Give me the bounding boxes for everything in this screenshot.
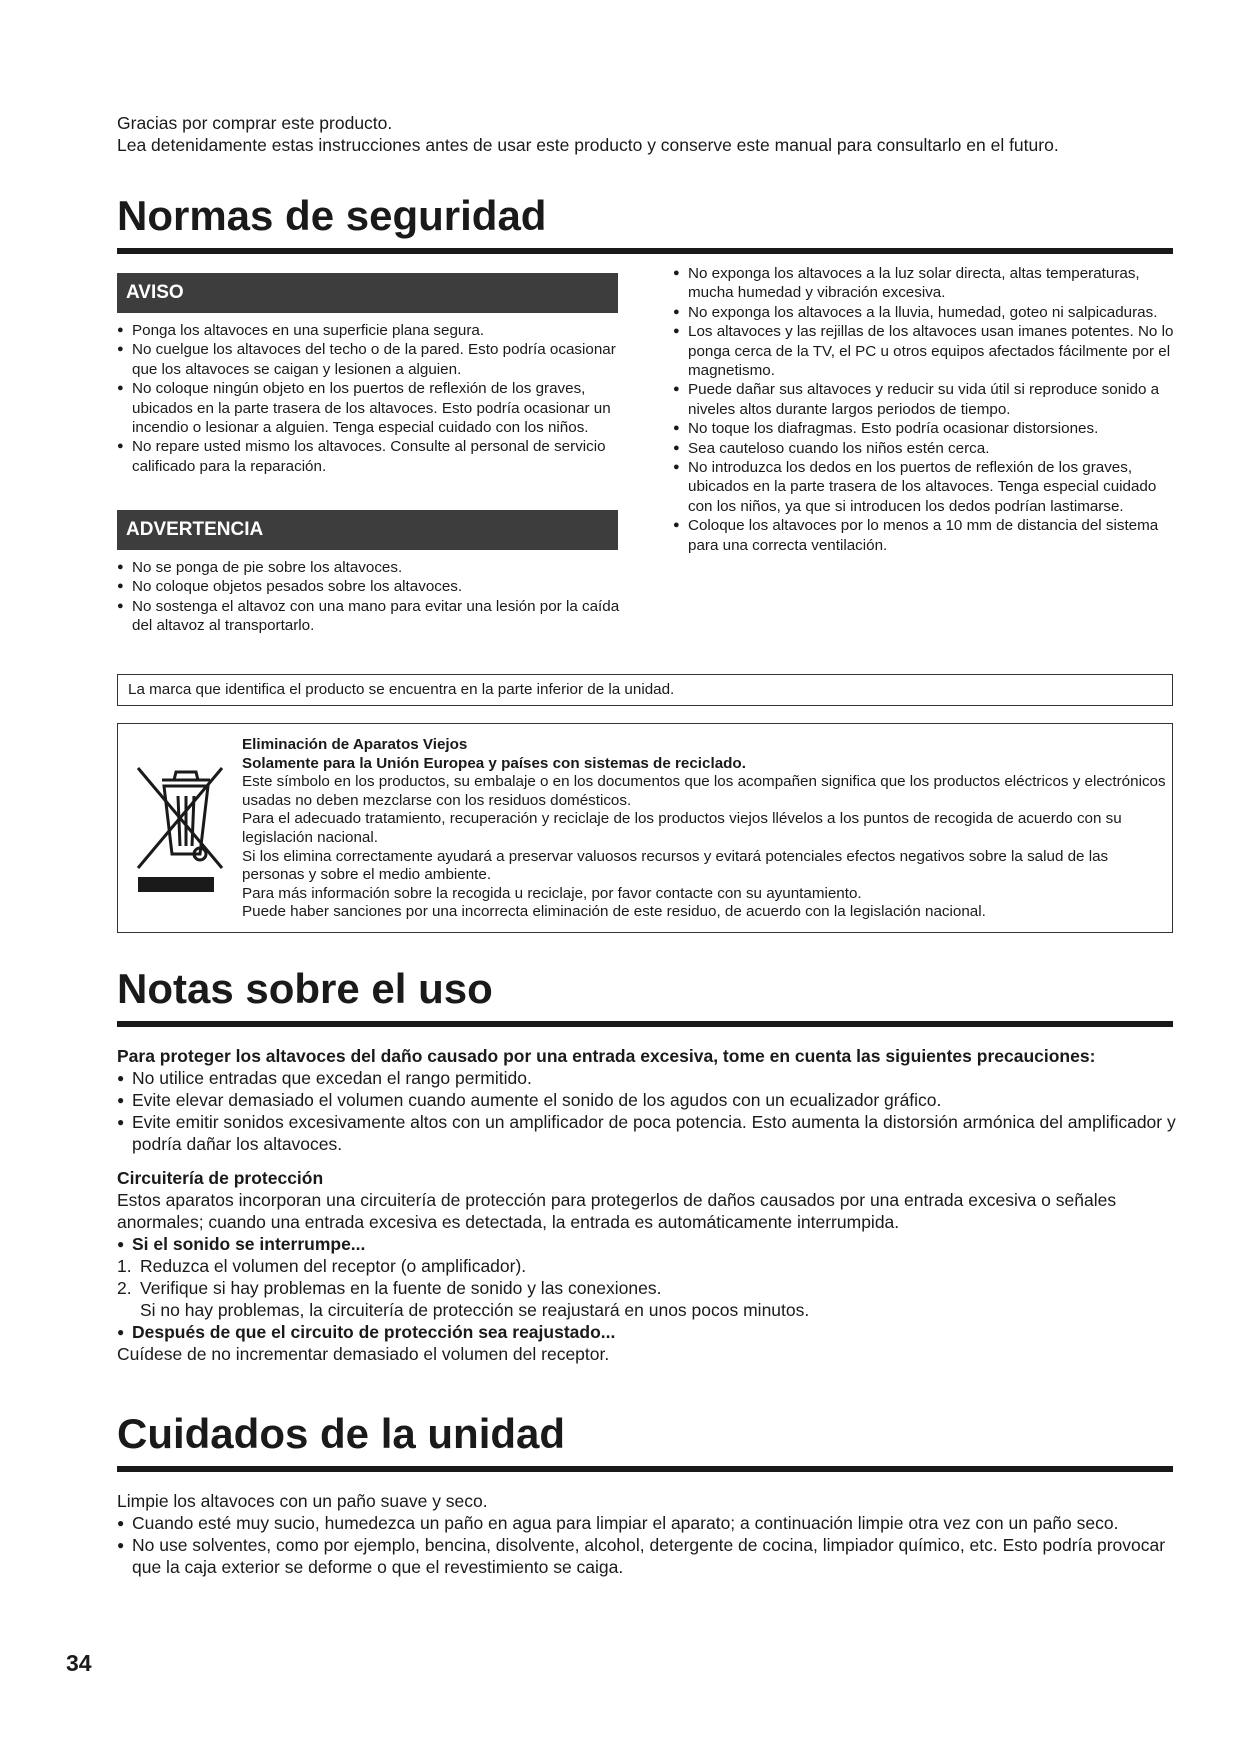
usage-rule: [117, 1021, 1173, 1027]
list-item: ● Cuando esté muy sucio, humedezca un paño en agua para limpiar el aparato; a continuación limpie otra vez con un paño seco.: [117, 1512, 1177, 1534]
disposal-paragraph: Para más información sobre la recogida u reciclaje, por favor contacte con su ayuntamiento.: [242, 884, 862, 902]
list-item: ● No cuelgue los altavoces del techo o de la pared. Esto podría ocasionar que los altavoces se caigan y lesionen a alguien.: [117, 340, 622, 379]
list-item: ● Evite emitir sonidos excesivamente altos con un amplificador de poca potencia. Esto aumenta la distorsión armónica del amplificador y podría dañar los altavoces.: [117, 1111, 1177, 1155]
disposal-subtitle: Solamente para la Unión Europea y países con sistemas de reciclado.: [242, 754, 746, 772]
aviso-list: [117, 321, 622, 476]
disposal-paragraph: Para el adecuado tratamiento, recuperación y reciclaje de los productos viejos llévelos a los puntos de recogida de acuerdo con su legislación nacional.: [242, 810, 1122, 846]
safety-right-list: [673, 264, 1178, 555]
list-item: ● Sea cauteloso cuando los niños estén cerca.: [673, 439, 1178, 458]
disposal-box: [117, 723, 1173, 933]
step-extra: Si no hay problemas, la circuitería de protección se reajustará en unos pocos minutos.: [140, 1300, 810, 1320]
advertencia-header: ADVERTENCIA: [117, 510, 618, 550]
mark-note-box: [117, 674, 1173, 706]
step-text: Verifique si hay problemas en la fuente de sonido y las conexiones.: [140, 1278, 662, 1298]
list-item: ● Evite elevar demasiado el volumen cuando aumente el sonido de los agudos con un ecualizador gráfico.: [117, 1089, 1177, 1111]
protection-text: Estos aparatos incorporan una circuitería de protección para protegerlos de daños causados por una entrada excesiva o señales anormales; cuando una entrada excesiva es detectada, la entrada es automáticamente interrumpida.: [117, 1190, 1117, 1232]
usage-title: Notas sobre el uso: [117, 965, 493, 1012]
crossed-out-wheelie-bin-icon: [130, 762, 230, 892]
list-item: ● No coloque ningún objeto en los puertos de reflexión de los graves, ubicados en la parte trasera de los altavoces. Esto podría ocasionar un incendio o lesionar a alguien. Tenga especial cuidado con los niños.: [117, 379, 622, 437]
intro-line-1: Gracias por comprar este producto.: [117, 113, 393, 133]
list-item: [117, 1255, 1177, 1277]
usage-list: [117, 1067, 1177, 1155]
step-text: Reduzca el volumen del receptor (o amplificador).: [140, 1256, 527, 1276]
care-list: [117, 1512, 1177, 1578]
disposal-paragraph: Puede haber sanciones por una incorrecta eliminación de este residuo, de acuerdo con la legislación nacional.: [242, 903, 986, 921]
list-item: ● No utilice entradas que excedan el rango permitido.: [117, 1067, 1177, 1089]
care-rule: [117, 1466, 1173, 1472]
disposal-paragraph: Si los elimina correctamente ayudará a preservar valuosos recursos y evitará potenciales efectos negativos sobre la salud de las personas y sobre el medio ambiente.: [242, 847, 1109, 884]
step-number: 1.: [117, 1256, 132, 1276]
care-lead: Limpie los altavoces con un paño suave y seco.: [117, 1491, 488, 1511]
list-item: ● Coloque los altavoces por lo menos a 10 mm de distancia del sistema para una correcta ventilación.: [673, 516, 1178, 555]
mark-note: La marca que identifica el producto se encuentra en la parte inferior de la unidad.: [128, 681, 675, 698]
if-interrupted: ● Si el sonido se interrumpe...: [117, 1233, 1177, 1255]
safety-rule: [117, 248, 1173, 254]
after-reset: ● Después de que el circuito de protección sea reajustado...: [117, 1321, 1177, 1343]
care-section: [117, 1490, 1177, 1578]
list-item: ● No exponga los altavoces a la lluvia, humedad, goteo ni salpicaduras.: [673, 303, 1178, 322]
disposal-title: Eliminación de Aparatos Viejos: [242, 736, 468, 753]
list-item: ● No sostenga el altavoz con una mano para evitar una lesión por la caída del altavoz al transportarlo.: [117, 597, 622, 636]
aviso-header: AVISO: [117, 273, 618, 313]
list-item: ● No coloque objetos pesados sobre los altavoces.: [117, 577, 622, 596]
page-number: 34: [66, 1650, 92, 1676]
step-number: 2.: [117, 1278, 132, 1298]
protection-title: Circuitería de protección: [117, 1168, 324, 1188]
safety-title: Normas de seguridad: [117, 192, 547, 239]
list-item: ● No repare usted mismo los altavoces. Consulte al personal de servicio calificado para la reparación.: [117, 437, 622, 476]
list-item: ● No introduzca los dedos en los puertos de reflexión de los graves, ubicados en la parte trasera de los altavoces. Tenga especial cuidado con los niños, ya que si introducen los dedos podrían lastimarse.: [673, 458, 1178, 516]
list-item: ● Puede dañar sus altavoces y reducir su vida útil si reproduce sonido a niveles altos durante largos periodos de tiempo.: [673, 380, 1178, 419]
usage-section: [117, 1045, 1177, 1365]
disposal-paragraph: Este símbolo en los productos, su embalaje o en los documentos que los acompañen significa que los productos eléctricos y electrónicos usadas no deben mezclarse con los residuos domésticos.: [242, 773, 1166, 809]
list-item: ● No se ponga de pie sobre los altavoces.: [117, 558, 622, 577]
list-item: ● No use solventes, como por ejemplo, bencina, disolvente, alcohol, detergente de cocina, limpiador químico, etc. Esto podría provocar que la caja exterior se deforme o que el revestimiento se caiga.: [117, 1534, 1177, 1578]
list-item: ● Los altavoces y las rejillas de los altavoces usan imanes potentes. No lo ponga cerca de la TV, el PC u otros equipos afectados fácilmente por el magnetismo.: [673, 322, 1178, 380]
advertencia-list: [117, 558, 622, 636]
list-item: ● No toque los diafragmas. Esto podría ocasionar distorsiones.: [673, 419, 1178, 438]
list-item: ● No exponga los altavoces a la luz solar directa, altas temperaturas, mucha humedad y vibración excesiva.: [673, 264, 1178, 303]
intro: [117, 112, 1059, 156]
list-item: [117, 1277, 1177, 1321]
intro-line-2: Lea detenidamente estas instrucciones antes de usar este producto y conserve este manual para consultarlo en el futuro.: [117, 135, 1059, 155]
list-item: ● Ponga los altavoces en una superficie plana segura.: [117, 321, 622, 340]
usage-lead: Para proteger los altavoces del daño causado por una entrada excesiva, tome en cuenta las siguientes precauciones:: [117, 1046, 1096, 1066]
steps-list: [117, 1255, 1177, 1321]
after-reset-text: Cuídese de no incrementar demasiado el volumen del receptor.: [117, 1344, 610, 1364]
care-title: Cuidados de la unidad: [117, 1410, 566, 1457]
disposal-text: [242, 736, 1167, 922]
